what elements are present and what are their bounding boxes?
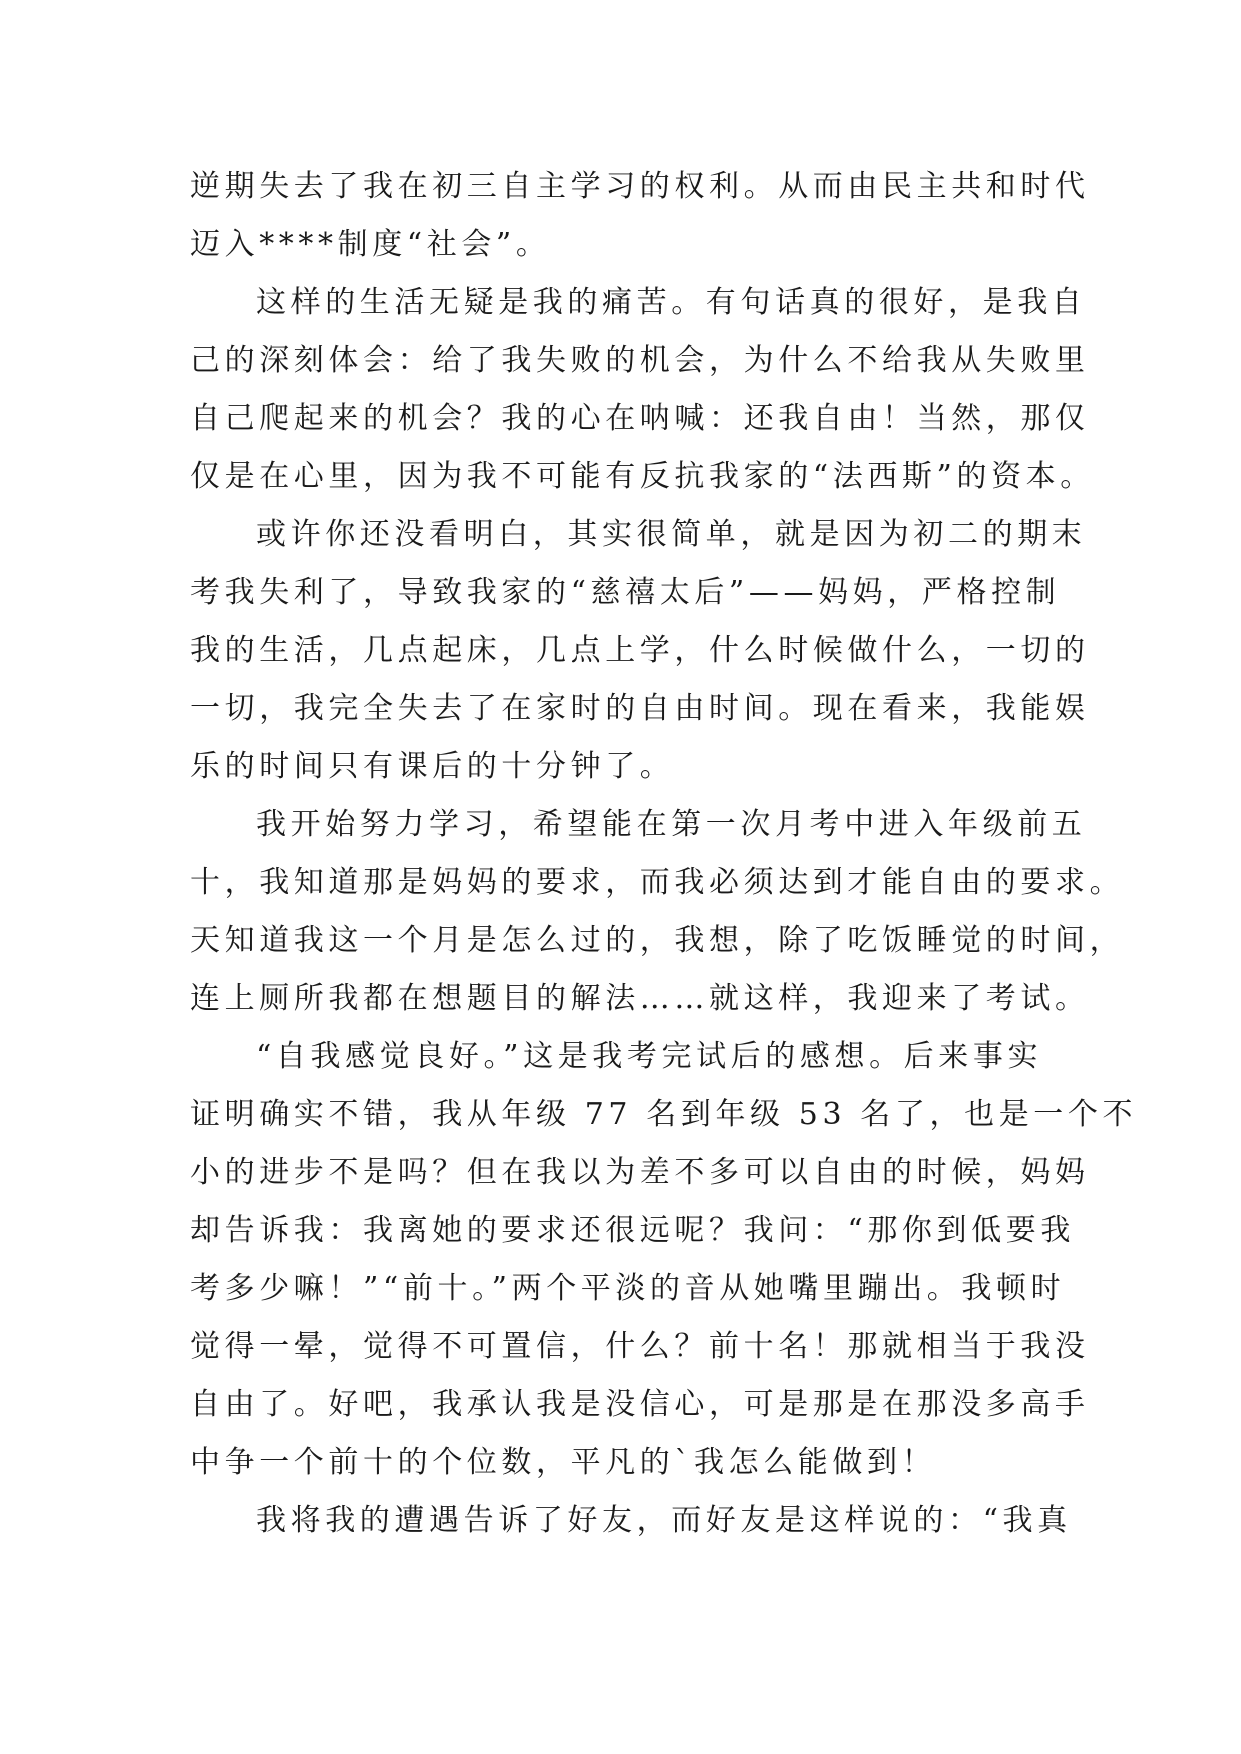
text-line: 一切，我完全失去了在家时的自由时间。现在看来，我能娱 <box>190 691 1090 726</box>
text-line: 证明确实不错，我从年级 77 名到年级 53 名了，也是一个不 <box>190 1097 1138 1132</box>
text-line: 考我失利了，导致我家的“慈禧太后”——妈妈，严格控制 <box>190 575 1061 610</box>
text-line: 或许你还没看明白，其实很简单，就是因为初二的期末 <box>256 517 1087 552</box>
text-line: 己的深刻体会：给了我失败的机会，为什么不给我从失败里 <box>190 343 1090 378</box>
text-line: 逆期失去了我在初三自主学习的权利。从而由民主共和时代 <box>190 169 1090 204</box>
text-line: 我将我的遭遇告诉了好友，而好友是这样说的：“我真 <box>256 1503 1072 1538</box>
text-line: 迈入****制度“社会”。 <box>190 227 551 262</box>
text-line: 觉得一晕，觉得不可置信，什么？前十名！那就相当于我没 <box>190 1329 1090 1364</box>
text-line: 考多少嘛！”“前十。”两个平淡的音从她嘴里蹦出。我顿时 <box>190 1271 1066 1306</box>
text-line: 却告诉我：我离她的要求还很远呢？我问：“那你到低要我 <box>190 1213 1075 1248</box>
text-line: 十，我知道那是妈妈的要求，而我必须达到才能自由的要求。 <box>190 865 1125 900</box>
text-line: 仅是在心里，因为我不可能有反抗我家的“法西斯”的资本。 <box>190 459 1095 494</box>
text-line: 连上厕所我都在想题目的解法……就这样，我迎来了考试。 <box>190 981 1090 1016</box>
document-body <box>190 158 1138 1550</box>
text-line: 小的进步不是吗？但在我以为差不多可以自由的时候，妈妈 <box>190 1155 1090 1190</box>
text-line: 我的生活，几点起床，几点上学，什么时候做什么，一切的 <box>190 633 1090 668</box>
text-line: 我开始努力学习，希望能在第一次月考中进入年级前五 <box>256 807 1087 842</box>
text-line: 自己爬起来的机会？我的心在呐喊：还我自由！当然，那仅 <box>190 401 1090 436</box>
text-line: 中争一个前十的个位数，平凡的`我怎么能做到！ <box>190 1445 937 1480</box>
text-line: 天知道我这一个月是怎么过的，我想，除了吃饭睡觉的时间， <box>190 923 1125 958</box>
text-line: 自由了。好吧，我承认我是没信心，可是那是在那没多高手 <box>190 1387 1090 1422</box>
text-line: “自我感觉良好。”这是我考完试后的感想。后来事实 <box>256 1039 1043 1074</box>
text-line: 这样的生活无疑是我的痛苦。有句话真的很好，是我自 <box>256 285 1087 320</box>
text-line: 乐的时间只有课后的十分钟了。 <box>190 749 675 784</box>
